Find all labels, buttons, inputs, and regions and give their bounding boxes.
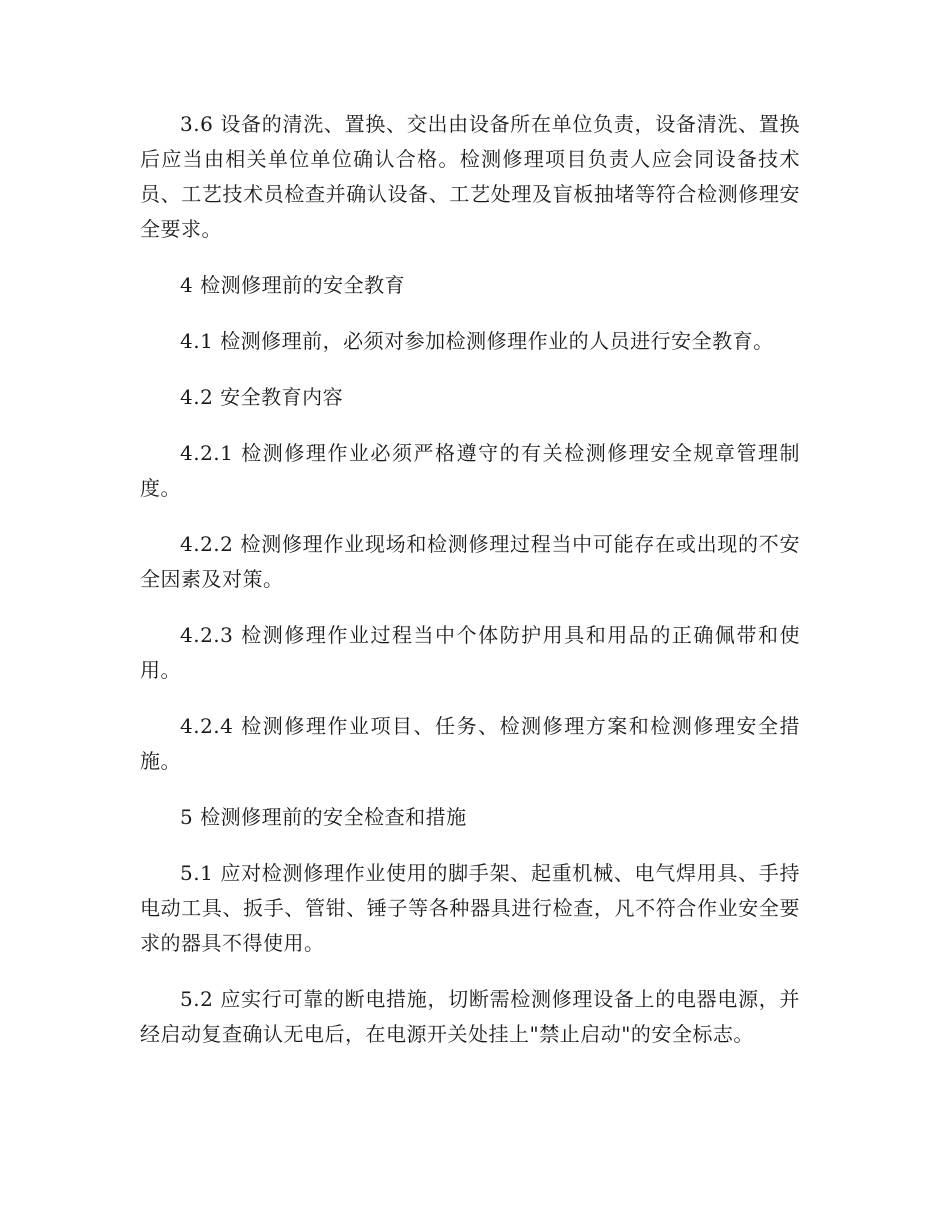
section-heading-5: 5 检测修理前的安全检查和措施 (180, 805, 467, 829)
paragraph-4-2-3: 4.2.3 检测修理作业过程当中个体防护用具和用品的正确佩带和使用。 (140, 623, 800, 682)
subsection-heading-4-2: 4.2 安全教育内容 (180, 385, 344, 409)
paragraph-3-6: 3.6 设备的清洗、置换、交出由设备所在单位负责，设备清洗、置换后应当由相关单位单位确认合格。检测修理项目负责人应会同设备技术员、工艺技术员检查并确认设备、工艺处理及盲板抽堵等符合检测修理安全要求。 (140, 112, 800, 241)
section-heading-4: 4 检测修理前的安全教育 (180, 273, 406, 297)
paragraph-4-2-1: 4.2.1 检测修理作业必须严格遵守的有关检测修理安全规章管理制度。 (140, 441, 800, 500)
paragraph-4-1: 4.1 检测修理前，必须对参加检测修理作业的人员进行安全教育。 (180, 329, 774, 353)
paragraph-4-2-2: 4.2.2 检测修理作业现场和检测修理过程当中可能存在或出现的不安全因素及对策。 (140, 532, 800, 591)
paragraph-5-1: 5.1 应对检测修理作业使用的脚手架、起重机械、电气焊用具、手持电动工具、扳手、管钳、锤子等各种器具进行检查，凡不符合作业安全要求的器具不得使用。 (140, 861, 800, 955)
document-page (140, 107, 800, 1073)
paragraph-5-2: 5.2 应实行可靠的断电措施，切断需检测修理设备上的电器电源，并经启动复查确认无电后，在电源开关处挂上"禁止启动"的安全标志。 (140, 987, 800, 1046)
paragraph-4-2-4: 4.2.4 检测修理作业项目、任务、检测修理方案和检测修理安全措施。 (140, 714, 800, 773)
